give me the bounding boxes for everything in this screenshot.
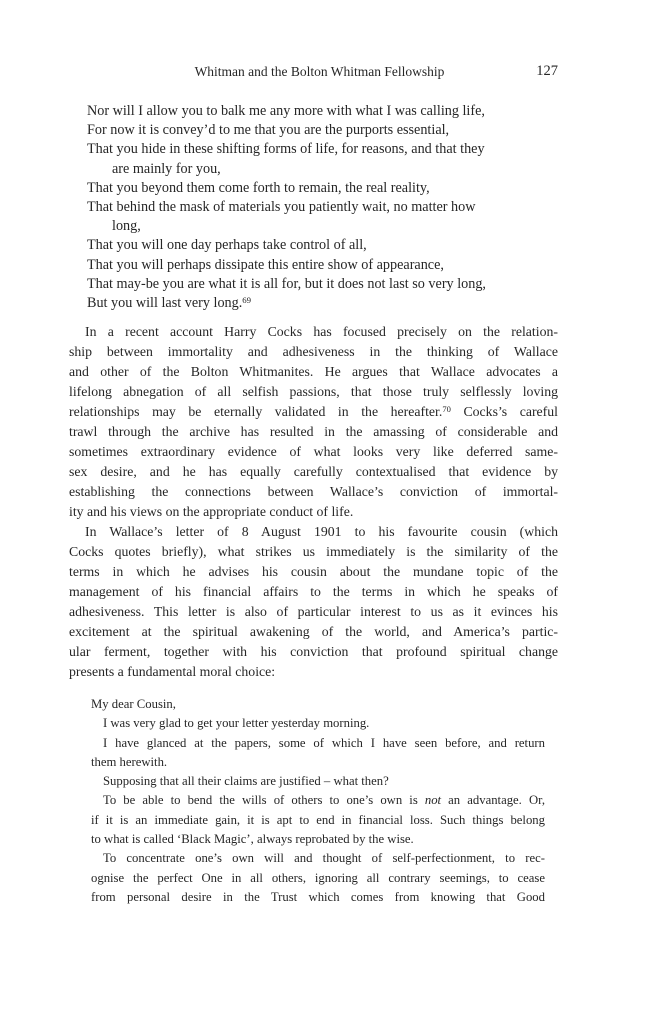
poem-line: That you hide in these shifting forms of life, for reasons, and that they <box>87 141 485 158</box>
paragraph-line: management of his financial affairs to the terms in which he speaks of <box>69 584 558 599</box>
letter-line: I have glanced at the papers, some of which I have seen before, and return <box>103 735 545 750</box>
paragraph-line: In Wallace’s letter of 8 August 1901 to his favourite cousin (which <box>85 524 558 539</box>
poem-line <box>87 294 486 313</box>
poem-line: For now it is convey’d to me that you are the purports essential, <box>87 122 450 139</box>
paragraph-line: Cocks quotes briefly), what strikes us immediately is the similarity of the <box>69 544 558 559</box>
line-text: But you will last very long. <box>87 294 243 311</box>
running-title: Whitman and the Bolton Whitman Fellowship <box>194 64 445 79</box>
letter-line <box>91 791 545 810</box>
line-text: an advantage. Or, <box>441 793 545 808</box>
paragraph-line: ity and his views on the appropriate conduct of life. <box>69 504 354 519</box>
letter-salutation: My dear Cousin, <box>91 697 176 711</box>
paragraph-line: sometimes extraordinary evidence of what looks very like deferred same- <box>69 444 558 459</box>
paragraph-line <box>69 402 558 422</box>
letter-line: if it is an immediate gain, it is apt to end in financial loss. Such things belong <box>91 812 545 827</box>
letter-blockquote <box>91 695 545 907</box>
poem-line: That may-be you are what it is all for, but it does not last so very long, <box>87 275 486 292</box>
footnote-ref-69: 69 <box>242 294 252 305</box>
letter-line: Supposing that all their claims are justified – what then? <box>103 774 389 789</box>
paragraph-line: terms in which he advises his cousin about the mundane topic of the <box>69 564 558 579</box>
paragraph-line: sex desire, and he has equally carefully contextualised that evidence by <box>69 464 558 479</box>
page-number: 127 <box>536 63 558 79</box>
poem-line: That you will perhaps dissipate this entire show of appearance, <box>87 256 444 273</box>
paragraph-line: trawl through the archive has resulted in the amassing of considerable and <box>69 424 558 439</box>
paragraph-line: lifelong abnegation of all selfish passions, that those truly selflessly loving <box>69 384 558 399</box>
poem-line: That you beyond them come forth to remain, the real reality, <box>87 179 430 196</box>
paragraph-line: establishing the connections between Wallace’s conviction of immortal- <box>69 484 558 499</box>
letter-line: to what is called ‘Black Magic’, always reprobated by the wise. <box>91 832 414 847</box>
body-paragraph-1 <box>69 322 558 522</box>
paragraph-line: In a recent account Harry Cocks has focused precisely on the relation- <box>85 324 558 339</box>
poem-line: That you will one day perhaps take control of all, <box>87 237 367 254</box>
paragraph-line: and other of the Bolton Whitmanites. He argues that Wallace advocates a <box>69 364 558 379</box>
footnote-ref-70: 70 <box>442 404 451 415</box>
paragraph-line: ship between immortality and adhesiveness in the thinking of Wallace <box>69 344 558 359</box>
paragraph-line: excitement at the spiritual awakening of the world, and America’s partic- <box>69 624 558 639</box>
letter-line: them herewith. <box>91 754 168 769</box>
letter-line: I was very glad to get your letter yesterday morning. <box>103 716 370 731</box>
line-text: Cocks’s careful <box>450 404 558 419</box>
running-head <box>69 63 558 81</box>
paragraph-line: adhesiveness. This letter is also of particular interest to us as it evinces his <box>69 604 558 619</box>
italic-word: not <box>424 793 442 808</box>
poem-line-wrapped: are mainly for you, <box>112 160 221 177</box>
letter-line: from personal desire in the Trust which comes from knowing that Good <box>91 889 545 904</box>
poem-line: Nor will I allow you to balk me any more with what I was calling life, <box>87 103 485 119</box>
poem-line-wrapped: long, <box>112 218 141 235</box>
letter-line: To concentrate one’s own will and thought of self-perfectionment, to rec- <box>103 851 545 866</box>
letter-line: ognise the perfect One in all others, ignoring all contrary seemings, to cease <box>91 870 545 885</box>
paragraph-line: ular ferment, together with his conviction that profound spiritual change <box>69 644 558 659</box>
line-text: To be able to bend the wills of others to one’s own is <box>103 793 425 808</box>
paragraph-line: presents a fundamental moral choice: <box>69 664 276 679</box>
line-text: relationships may be eternally validated in the hereafter. <box>69 404 443 419</box>
poem-blockquote <box>87 102 486 313</box>
poem-line: That behind the mask of materials you patiently wait, no matter how <box>87 198 476 215</box>
body-paragraph-2 <box>69 522 558 682</box>
